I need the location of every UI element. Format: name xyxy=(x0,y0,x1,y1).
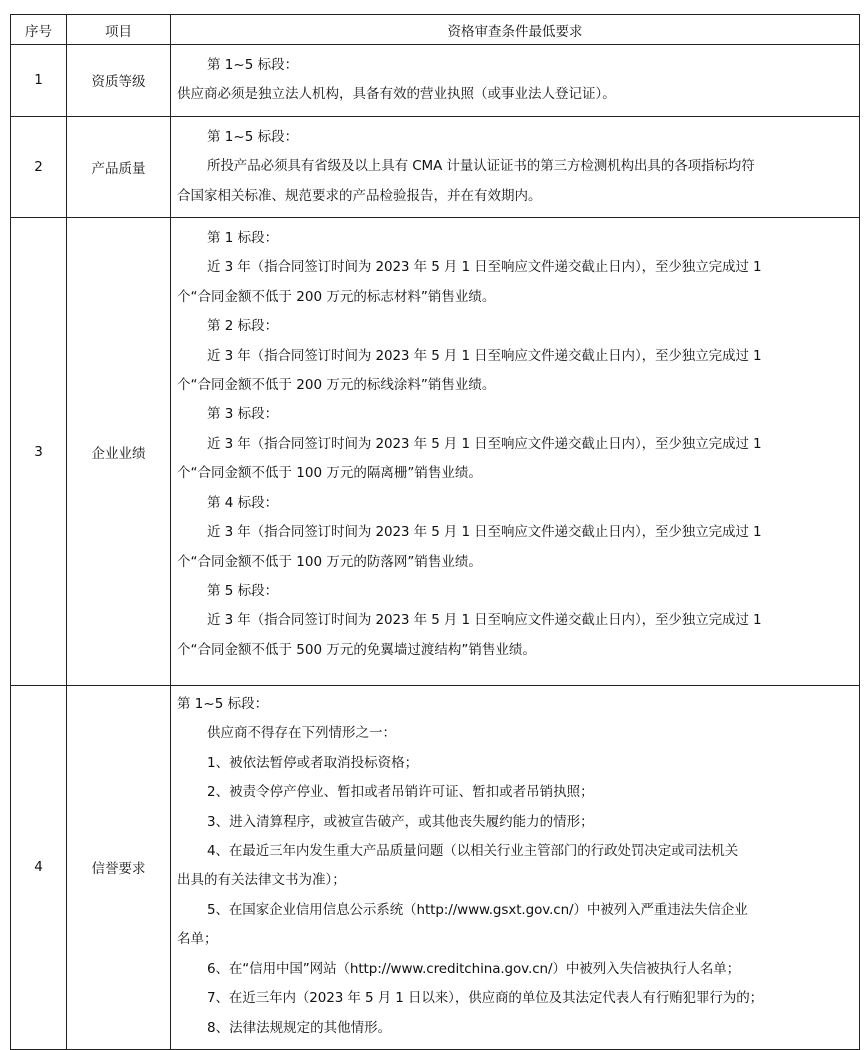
table-row xyxy=(11,116,860,217)
row-num: 3 xyxy=(11,218,67,686)
requirement-line: 2、被责令停产停业、暂扣或者吊销许可证、暂扣或者吊销执照； xyxy=(207,784,594,801)
table-row xyxy=(11,218,860,686)
table-row xyxy=(11,686,860,1050)
requirement-line: 5、在国家企业信用信息公示系统（http://www.gsxt.gov.cn/）中被列入严重违法失信企业 xyxy=(207,901,748,918)
requirement-line: 第 1~5 标段： xyxy=(177,696,269,713)
requirement-line: 第 1~5 标段： xyxy=(207,128,299,145)
row-num: 2 xyxy=(11,116,67,217)
row-item: 信誉要求 xyxy=(67,686,171,1050)
row-requirement xyxy=(171,45,860,117)
requirement-line: 所投产品必须具有省级及以上具有 CMA 计量认证证书的第三方检测机构出具的各项指标均符 xyxy=(207,158,755,175)
requirement-line: 8、法律法规规定的其他情形。 xyxy=(207,1019,392,1036)
row-item: 企业业绩 xyxy=(67,218,171,686)
requirement-line: 出具的有关法律文书为准）； xyxy=(177,872,346,889)
row-requirement xyxy=(171,218,860,686)
row-requirement xyxy=(171,686,860,1050)
requirement-line: 合国家相关标准、规范要求的产品检验报告，并在有效期内。 xyxy=(177,187,542,204)
requirement-line: 第 2 标段： xyxy=(207,318,279,335)
requirement-line: 第 3 标段： xyxy=(207,406,279,423)
requirement-line: 名单； xyxy=(177,931,218,948)
table-row xyxy=(11,45,860,117)
requirement-line: 近 3 年（指合同签订时间为 2023 年 5 月 1 日至响应文件递交截止日内），至少独立完成过 1 xyxy=(207,347,762,364)
requirement-line: 个“合同金额不低于 500 万元的免翼墙过渡结构”销售业绩。 xyxy=(177,641,536,658)
requirement-line: 个“合同金额不低于 100 万元的防落网”销售业绩。 xyxy=(177,553,482,570)
row-item: 资质等级 xyxy=(67,45,171,117)
requirement-line: 近 3 年（指合同签订时间为 2023 年 5 月 1 日至响应文件递交截止日内），至少独立完成过 1 xyxy=(207,435,762,452)
header-row xyxy=(11,15,860,45)
requirement-line: 供应商不得存在下列情形之一： xyxy=(207,725,396,742)
requirement-line: 第 4 标段： xyxy=(207,494,279,511)
requirement-line: 近 3 年（指合同签订时间为 2023 年 5 月 1 日至响应文件递交截止日内），至少独立完成过 1 xyxy=(207,259,762,276)
header-requirement: 资格审查条件最低要求 xyxy=(171,15,860,45)
requirement-line: 第 1 标段： xyxy=(207,230,279,247)
requirement-line: 个“合同金额不低于 100 万元的隔离栅”销售业绩。 xyxy=(177,465,482,482)
row-item: 产品质量 xyxy=(67,116,171,217)
requirement-line: 个“合同金额不低于 200 万元的标线涂料”销售业绩。 xyxy=(177,377,496,394)
qualification-table xyxy=(10,14,860,1050)
requirement-line: 3、进入清算程序，或被宣告破产，或其他丧失履约能力的情形； xyxy=(207,813,594,830)
requirement-line: 第 1~5 标段： xyxy=(207,57,299,73)
row-num: 4 xyxy=(11,686,67,1050)
row-num: 1 xyxy=(11,45,67,117)
requirement-line: 4、在最近三年内发生重大产品质量问题（以相关行业主管部门的行政处罚决定或司法机关 xyxy=(207,843,739,860)
requirement-line: 供应商必须是独立法人机构，具备有效的营业执照（或事业法人登记证）。 xyxy=(177,86,616,103)
requirement-line: 近 3 年（指合同签订时间为 2023 年 5 月 1 日至响应文件递交截止日内），至少独立完成过 1 xyxy=(207,612,762,629)
header-item: 项目 xyxy=(67,15,171,45)
requirement-line: 近 3 年（指合同签订时间为 2023 年 5 月 1 日至响应文件递交截止日内），至少独立完成过 1 xyxy=(207,524,762,541)
requirement-line: 7、在近三年内（2023 年 5 月 1 日以来），供应商的单位及其法定代表人有行贿犯罪行为的； xyxy=(207,990,764,1007)
requirement-line: 6、在“信用中国”网站（http://www.creditchina.gov.cn/）中被列入失信被执行人名单； xyxy=(207,960,741,977)
header-num: 序号 xyxy=(11,15,67,45)
requirement-line: 第 5 标段： xyxy=(207,582,279,599)
row-requirement xyxy=(171,116,860,217)
requirement-line: 1、被依法暂停或者取消投标资格； xyxy=(207,754,419,771)
requirement-line: 个“合同金额不低于 200 万元的标志材料”销售业绩。 xyxy=(177,288,496,305)
